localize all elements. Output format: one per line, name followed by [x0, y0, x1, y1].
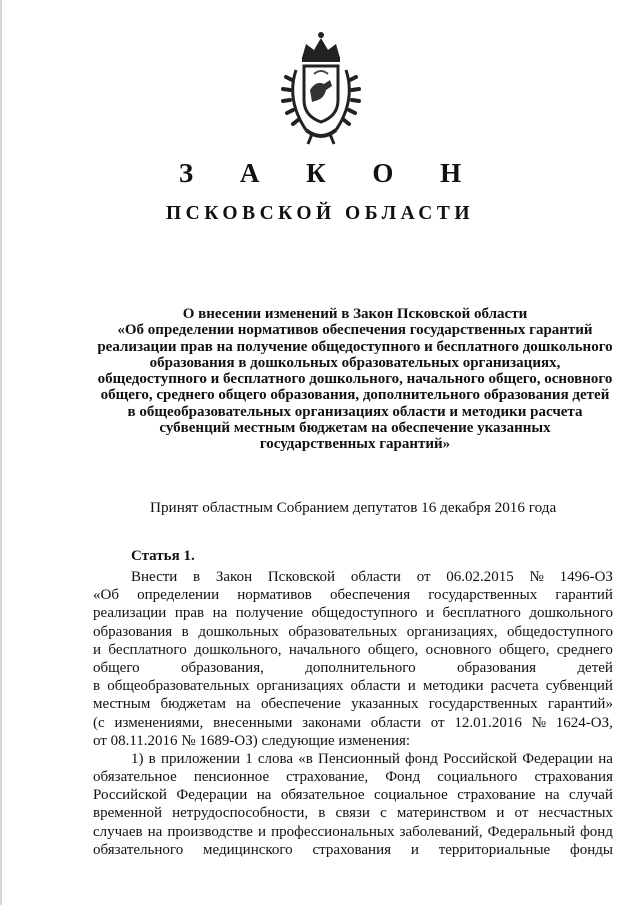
body-word: производстве [167, 823, 253, 840]
body-line [93, 732, 613, 750]
body-word: связи [335, 805, 370, 822]
body-word: общего, [367, 641, 419, 658]
body-word: местным [93, 696, 151, 713]
body-word: в [181, 623, 189, 640]
body-word: медицинского [203, 841, 293, 858]
body-word: указанных [351, 696, 419, 713]
article-body [93, 568, 613, 859]
body-word: социального [437, 769, 518, 786]
body-line [93, 841, 613, 859]
body-word: № [529, 569, 544, 585]
body-word: организациях [256, 678, 344, 695]
body-word: на [212, 605, 228, 622]
body-word: Федеральный [487, 823, 575, 840]
body-word: образовательных [288, 623, 398, 640]
body-word: области [350, 569, 401, 585]
body-word: 1 [245, 750, 253, 767]
body-word: с [380, 805, 387, 822]
body-word: временной [93, 805, 162, 822]
body-word: определении [137, 587, 220, 604]
body-word: страхование, [286, 769, 369, 786]
heading-line: общедоступного и бесплатного дошкольного, начального общего, основного [97, 371, 613, 388]
body-line [93, 786, 613, 804]
body-line [93, 623, 613, 641]
body-word: 1689-ОЗ) [199, 732, 262, 749]
article-title: Статья 1. [131, 548, 195, 564]
body-word: пенсионное [193, 769, 270, 786]
body-word: среднего [556, 641, 613, 658]
body-word: в [93, 678, 101, 695]
body-word: 06.02.2015 [446, 569, 514, 585]
body-word: методики [422, 678, 484, 695]
body-word: Псковской [267, 569, 336, 585]
body-word: прав [174, 605, 205, 622]
body-word: 12.01.2016 [454, 714, 522, 731]
body-word: общедоступного [507, 623, 613, 640]
body-word: (с [93, 714, 105, 731]
body-word: и [496, 805, 505, 822]
body-word: обязательное [93, 769, 177, 786]
body-word: 08.11.2016 [110, 732, 182, 749]
body-word: дошкольных [198, 623, 279, 640]
body-word: на [147, 823, 163, 840]
body-word: фонд [580, 823, 613, 840]
body-line [93, 641, 613, 659]
body-word: нетрудоспособности, [172, 805, 309, 822]
heading-line: образования в дошкольных образовательных организациях, [149, 354, 561, 371]
law-heading [95, 306, 615, 453]
body-word: общего, [498, 641, 550, 658]
body-word: материнством [396, 805, 487, 822]
body-word: от [514, 805, 529, 822]
body-word: дошкольного [529, 605, 613, 622]
body-word: несчастных [538, 805, 613, 822]
body-line [93, 695, 613, 713]
body-word: следующие [261, 732, 339, 749]
body-line [93, 568, 613, 586]
coat-of-arms-icon [278, 30, 364, 148]
body-word: на [236, 696, 251, 713]
body-word: и [258, 823, 267, 840]
body-word: 1624-ОЗ, [555, 714, 613, 731]
body-word: законами [302, 714, 361, 731]
body-word: организациях, [406, 623, 498, 640]
body-word: Закон [215, 569, 253, 585]
body-word: расчета [490, 678, 539, 695]
body-word: и [407, 678, 416, 695]
body-word: общеобразовательных [107, 678, 250, 695]
body-word: дошкольного, [194, 641, 282, 658]
body-word: образования, [180, 659, 264, 676]
body-word: территориальные [438, 841, 551, 858]
body-word: 1496-ОЗ [559, 569, 613, 585]
body-word: Внести [131, 569, 178, 585]
body-word: субвенций [545, 678, 613, 695]
body-word: гарантий» [547, 696, 613, 713]
law-region: ПСКОВСКОЙ ОБЛАСТИ [166, 203, 474, 224]
scan-edge [0, 0, 2, 905]
body-word: фонды [570, 841, 613, 858]
body-line [93, 804, 613, 822]
body-word: области [370, 714, 421, 731]
body-line [93, 768, 613, 786]
body-line [93, 659, 613, 677]
heading-line: в общеобразовательных организациях области и методики расчета [127, 403, 583, 420]
body-word: 1) [131, 750, 144, 767]
heading-line: общего, среднего общего образования, дополнительного образования детей [100, 387, 610, 404]
body-word: № [531, 714, 546, 731]
body-word: начального [288, 641, 361, 658]
body-word: фонд [405, 750, 438, 767]
body-line [93, 714, 613, 732]
body-word: на [256, 787, 272, 804]
body-word: детей [577, 659, 613, 676]
body-word: заболеваний, [399, 823, 483, 840]
body-word: общедоступного [311, 605, 418, 622]
body-word: на [598, 750, 613, 767]
law-title: З А К О Н [178, 158, 482, 188]
body-word: социальное [374, 787, 448, 804]
body-word: обязательного [93, 841, 184, 858]
body-word: от [93, 732, 111, 749]
heading-line: О внесении изменений в Закон Псковской области [182, 306, 528, 322]
body-word: области [350, 678, 401, 695]
heading-line: государственных гарантий» [259, 436, 451, 453]
body-line [93, 604, 613, 622]
body-word: от [416, 569, 431, 585]
body-word: реализации [93, 605, 167, 622]
body-word: слова [257, 750, 294, 767]
body-word: изменения: [338, 732, 411, 749]
body-word: изменениями, [114, 714, 204, 731]
body-word: «в [298, 750, 313, 767]
body-word: приложении [160, 750, 241, 767]
body-word: Пенсионный [317, 750, 400, 767]
body-word: Фонд [385, 769, 421, 786]
body-word: в [148, 750, 156, 767]
body-word: бюджетам [160, 696, 226, 713]
body-word: образования [456, 659, 537, 676]
body-word: внесенными [213, 714, 293, 731]
body-word: бесплатного [108, 641, 187, 658]
body-word: и [410, 841, 419, 858]
body-word: страхования [312, 841, 391, 858]
body-word: обеспечения [330, 587, 411, 604]
heading-line: «Об определении нормативов обеспечения государственных гарантий [117, 322, 593, 339]
body-line [93, 586, 613, 604]
heading-line: субвенций местным бюджетам на обеспечение указанных [159, 420, 551, 437]
body-word: случай [569, 787, 613, 804]
body-word: случаев [93, 823, 143, 840]
body-word: на [544, 787, 560, 804]
heading-line: реализации прав на получение общедоступного и бесплатного дошкольного [97, 338, 613, 355]
body-word: «Об [93, 587, 119, 604]
body-word: в [193, 569, 201, 585]
body-word: Российской [443, 750, 518, 767]
body-word: бесплатного [442, 605, 521, 622]
body-word: государственных [428, 696, 538, 713]
body-word: и [93, 641, 102, 658]
body-word: гарантий [555, 587, 613, 604]
body-line [93, 677, 613, 695]
body-word: получение [235, 605, 304, 622]
body-word: и [426, 605, 435, 622]
body-word: образования [93, 623, 173, 640]
body-word: № [181, 732, 200, 749]
body-word: общего [93, 659, 140, 676]
body-line [93, 750, 613, 768]
body-word: обеспечение [261, 696, 341, 713]
body-word: в [318, 805, 326, 822]
body-word: Российской [93, 787, 167, 804]
body-word: Федерации [176, 787, 248, 804]
body-word: основного [425, 641, 492, 658]
body-word: профессиональных [271, 823, 395, 840]
body-word: дополнительного [305, 659, 416, 676]
body-word: государственных [428, 587, 538, 604]
body-word: страхование [457, 787, 536, 804]
body-line [93, 823, 613, 841]
adoption-note: Принят областным Собранием депутатов 16 декабря 2016 года [150, 499, 557, 516]
body-word: Федерации [522, 750, 594, 767]
body-word: нормативов [237, 587, 312, 604]
body-word: обязательное [280, 787, 365, 804]
body-word: страхования [534, 769, 613, 786]
body-word: от [430, 714, 445, 731]
